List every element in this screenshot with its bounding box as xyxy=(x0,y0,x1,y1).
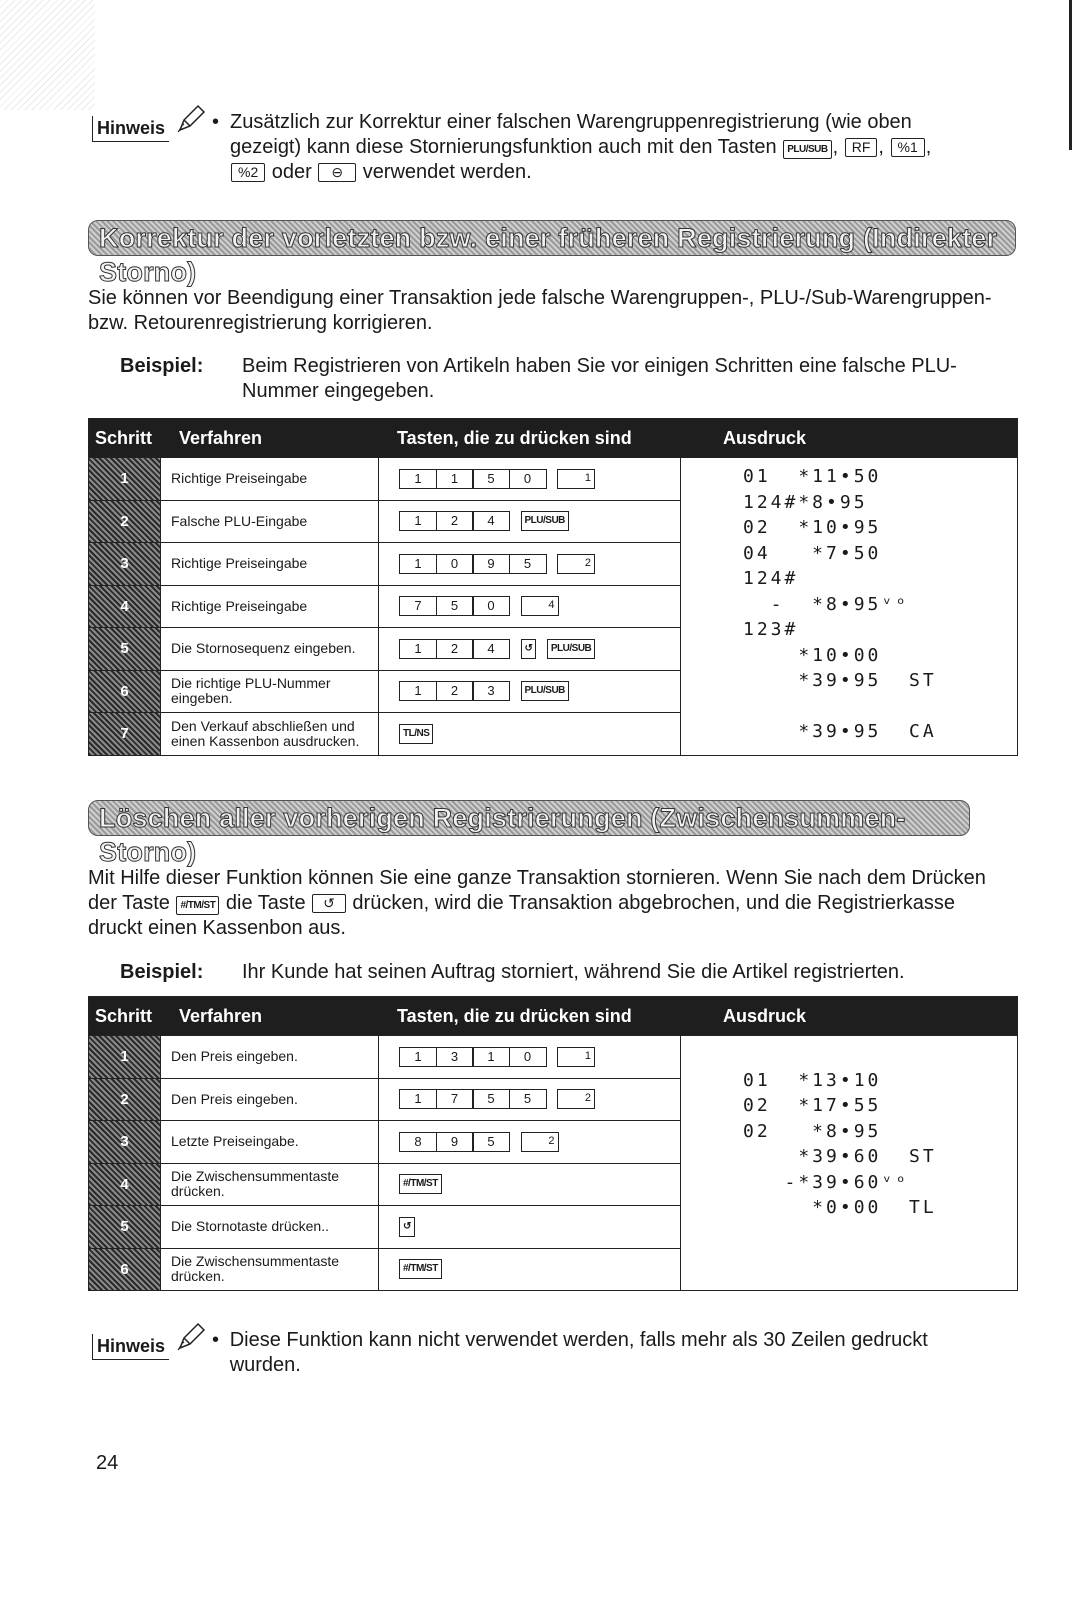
function-key: TL/NS xyxy=(399,724,433,744)
header-step: Schritt xyxy=(95,428,153,448)
table-steps-column xyxy=(89,1035,681,1290)
note-line-2: gezeigt) kann diese Stornierungsfunktion auch mit den Tasten xyxy=(230,136,777,158)
step-keys xyxy=(379,458,681,500)
key-cap: 1 xyxy=(399,511,437,531)
example xyxy=(120,354,1022,404)
key-cap: 1 xyxy=(436,469,474,489)
function-key: PLU/SUB xyxy=(521,511,569,531)
step-number: 2 xyxy=(89,501,161,543)
key-cap: 9 xyxy=(436,1132,474,1152)
step-keys xyxy=(379,1206,681,1248)
example-label: Beispiel: xyxy=(120,961,204,983)
function-key: 4 xyxy=(521,596,559,616)
step-number: 4 xyxy=(89,1164,161,1206)
step-procedure: Den Verkauf abschließen und einen Kassenbon ausdrucken. xyxy=(161,713,379,755)
key-cap: 0 xyxy=(509,469,547,489)
table-row xyxy=(89,542,681,585)
printout: 01 *13•10 02 *17•55 02 *8•95 *39•60 ST -*39•60ᵛᵒ *0•00 TL xyxy=(681,1035,1017,1290)
step-number: 4 xyxy=(89,586,161,628)
step-procedure: Die Stornosequenz eingeben. xyxy=(161,628,379,670)
table-steps-column xyxy=(89,457,681,755)
step-procedure: Die richtige PLU-Nummer eingeben. xyxy=(161,671,379,713)
step-number: 3 xyxy=(89,1121,161,1163)
table-row xyxy=(89,1248,681,1291)
section-title: Korrektur der vorletzten bzw. einer früheren Registrierung (Indirekter Storno) xyxy=(99,223,998,287)
table-row xyxy=(89,627,681,670)
table-row xyxy=(89,585,681,628)
step-number: 1 xyxy=(89,458,161,500)
section-intro xyxy=(88,866,988,941)
step-procedure: Richtige Preiseingabe xyxy=(161,458,379,500)
percent2-key: %2 xyxy=(231,163,265,182)
scan-artifact xyxy=(0,0,95,110)
function-key: PLU/SUB xyxy=(521,681,569,701)
function-key: ↺ xyxy=(399,1217,415,1237)
key-cap: 5 xyxy=(472,1089,510,1109)
example xyxy=(120,960,1042,985)
key-cap: 1 xyxy=(399,681,437,701)
key-cap: 4 xyxy=(472,511,510,531)
pencil-icon xyxy=(176,1322,206,1352)
key-cap: 2 xyxy=(436,681,474,701)
note-line-1: Zusätzlich zur Korrektur einer falschen Warengruppenregistrierung (wie oben xyxy=(230,111,912,133)
table-row xyxy=(89,1163,681,1206)
step-keys xyxy=(379,1121,681,1163)
key-cap: 8 xyxy=(399,1132,437,1152)
steps-table xyxy=(88,996,1018,1291)
step-procedure: Die Stornotaste drücken.. xyxy=(161,1206,379,1248)
key-cap: 1 xyxy=(399,1047,437,1067)
void-key: ↺ xyxy=(312,894,346,913)
step-keys xyxy=(379,586,681,628)
example-text: Ihr Kunde hat seinen Auftrag storniert, während Sie die Artikel registrierten. xyxy=(242,961,905,983)
function-key: #/TM/ST xyxy=(399,1174,442,1194)
steps-table xyxy=(88,418,1018,756)
intro-part-c: drücken, wird die Transaktion abgebrochen, und die Registrierkasse druckt einen Kassenbon aus. xyxy=(88,892,955,939)
header-procedure: Verfahren xyxy=(179,428,263,448)
key-cap: 2 xyxy=(436,639,474,659)
table-row xyxy=(89,712,681,755)
step-number: 5 xyxy=(89,628,161,670)
step-procedure: Richtige Preiseingabe xyxy=(161,543,379,585)
rf-key: RF xyxy=(845,138,878,157)
note-oder: oder xyxy=(271,161,312,183)
key-cap: 4 xyxy=(472,639,510,659)
key-cap: 0 xyxy=(472,596,510,616)
table-row xyxy=(89,670,681,713)
step-number: 1 xyxy=(89,1036,161,1078)
function-key: 2 xyxy=(521,1132,559,1152)
printout: 01 *11•50 124#*8•95 02 *10•95 04 *7•50 124# - *8•95ᵛᵒ 123# *10•00 *39•95 ST *39•95 CA xyxy=(681,457,1017,755)
note-label: Hinweis xyxy=(92,116,169,142)
header-keys: Tasten, die zu drücken sind xyxy=(397,428,632,448)
step-number: 3 xyxy=(89,543,161,585)
step-procedure: Falsche PLU-Eingabe xyxy=(161,501,379,543)
section-title: Löschen aller vorherigen Registrierungen (Zwischensummen-Storno) xyxy=(99,803,906,867)
step-procedure: Letzte Preiseingabe. xyxy=(161,1121,379,1163)
function-key: 1 xyxy=(557,1047,595,1067)
key-cap: 1 xyxy=(399,1089,437,1109)
function-key: 2 xyxy=(557,1089,595,1109)
section-intro: Sie können vor Beendigung einer Transaktion jede falsche Warengruppen-, PLU-/Sub-Warengruppen- bzw. Retourenregistrierung korrigieren. xyxy=(88,287,992,334)
step-keys xyxy=(379,671,681,713)
note-text xyxy=(212,1328,992,1378)
key-cap: 7 xyxy=(399,596,437,616)
function-key: 2 xyxy=(557,554,595,574)
intro-part-b: die Taste xyxy=(225,892,306,914)
header-printout: Ausdruck xyxy=(723,428,807,448)
key-cap: 5 xyxy=(472,1132,510,1152)
step-procedure: Den Preis eingeben. xyxy=(161,1079,379,1121)
step-procedure: Die Zwischensummentaste drücken. xyxy=(161,1164,379,1206)
note-badge xyxy=(92,1328,212,1368)
header-printout: Ausdruck xyxy=(723,1006,807,1026)
page-number: 24 xyxy=(96,1452,119,1474)
key-cap: 1 xyxy=(399,639,437,659)
step-number: 6 xyxy=(89,1249,161,1291)
key-cap: 2 xyxy=(436,511,474,531)
note-label: Hinweis xyxy=(92,1334,169,1360)
key-cap: 3 xyxy=(436,1047,474,1067)
step-number: 5 xyxy=(89,1206,161,1248)
minus-key: ⊖ xyxy=(318,163,356,182)
key-cap: 0 xyxy=(509,1047,547,1067)
function-key: #/TM/ST xyxy=(399,1259,442,1279)
key-cap: 7 xyxy=(436,1089,474,1109)
example-text: Beim Registrieren von Artikeln haben Sie vor einigen Schritten eine falsche PLU-Nummer eingegeben. xyxy=(242,355,957,402)
function-key: PLU/SUB xyxy=(547,639,595,659)
key-cap: 0 xyxy=(436,554,474,574)
key-cap: 5 xyxy=(472,469,510,489)
note-badge xyxy=(92,110,212,150)
section-title-banner xyxy=(88,800,970,867)
margin-line xyxy=(1069,0,1072,150)
table-row xyxy=(89,1120,681,1163)
section-title-banner xyxy=(88,220,1016,287)
step-procedure: Den Preis eingeben. xyxy=(161,1036,379,1078)
step-keys xyxy=(379,1079,681,1121)
key-cap: 3 xyxy=(472,681,510,701)
step-keys xyxy=(379,1164,681,1206)
table-header xyxy=(89,997,1017,1035)
header-keys: Tasten, die zu drücken sind xyxy=(397,1006,632,1026)
key-cap: 1 xyxy=(472,1047,510,1067)
step-keys xyxy=(379,501,681,543)
note-1 xyxy=(92,110,1002,185)
pencil-icon xyxy=(176,104,206,134)
key-cap: 5 xyxy=(509,1089,547,1109)
step-keys xyxy=(379,1036,681,1078)
note-line: Diese Funktion kann nicht verwendet werden, falls mehr als 30 Zeilen gedruckt wurden. xyxy=(229,1329,928,1376)
intro-part-a: Mit Hilfe dieser Funktion können Sie eine ganze Transaktion stornieren. Wenn Sie nach dem Drücken der Taste xyxy=(88,867,986,914)
note-line-3: verwendet werden. xyxy=(362,161,532,183)
step-keys xyxy=(379,1249,681,1291)
step-number: 2 xyxy=(89,1079,161,1121)
step-keys xyxy=(379,713,681,755)
key-cap: 5 xyxy=(436,596,474,616)
step-procedure: Richtige Preiseingabe xyxy=(161,586,379,628)
percent1-key: %1 xyxy=(891,138,925,157)
plu-sub-key: PLU/SUB xyxy=(783,140,831,159)
function-key: ↺ xyxy=(521,639,537,659)
step-procedure: Die Zwischensummentaste drücken. xyxy=(161,1249,379,1291)
table-row xyxy=(89,457,681,500)
key-cap: 1 xyxy=(399,554,437,574)
step-number: 7 xyxy=(89,713,161,755)
table-row xyxy=(89,1035,681,1078)
header-procedure: Verfahren xyxy=(179,1006,263,1026)
step-number: 6 xyxy=(89,671,161,713)
header-step: Schritt xyxy=(95,1006,153,1026)
example-label: Beispiel: xyxy=(120,355,204,377)
bullet: • xyxy=(212,1329,220,1351)
table-header xyxy=(89,419,1017,457)
table-row xyxy=(89,1078,681,1121)
note-2 xyxy=(92,1328,992,1378)
bullet: • xyxy=(212,111,220,133)
subtotal-key: #/TM/ST xyxy=(176,896,219,915)
key-cap: 1 xyxy=(399,469,437,489)
key-cap: 9 xyxy=(472,554,510,574)
key-cap: 5 xyxy=(509,554,547,574)
function-key: 1 xyxy=(557,469,595,489)
step-keys xyxy=(379,628,681,670)
table-row xyxy=(89,1205,681,1248)
step-keys xyxy=(379,543,681,585)
note-text: • Zusätzlich zur Korrektur einer falschen Warengruppenregistrierung (wie oben gezeigt) kann diese Stornierungsfunktion auch mit den Tasten PLU/SUB , RF , %1 , %2 oder ⊖ verwendet werden. xyxy=(212,111,932,183)
table-row xyxy=(89,500,681,543)
